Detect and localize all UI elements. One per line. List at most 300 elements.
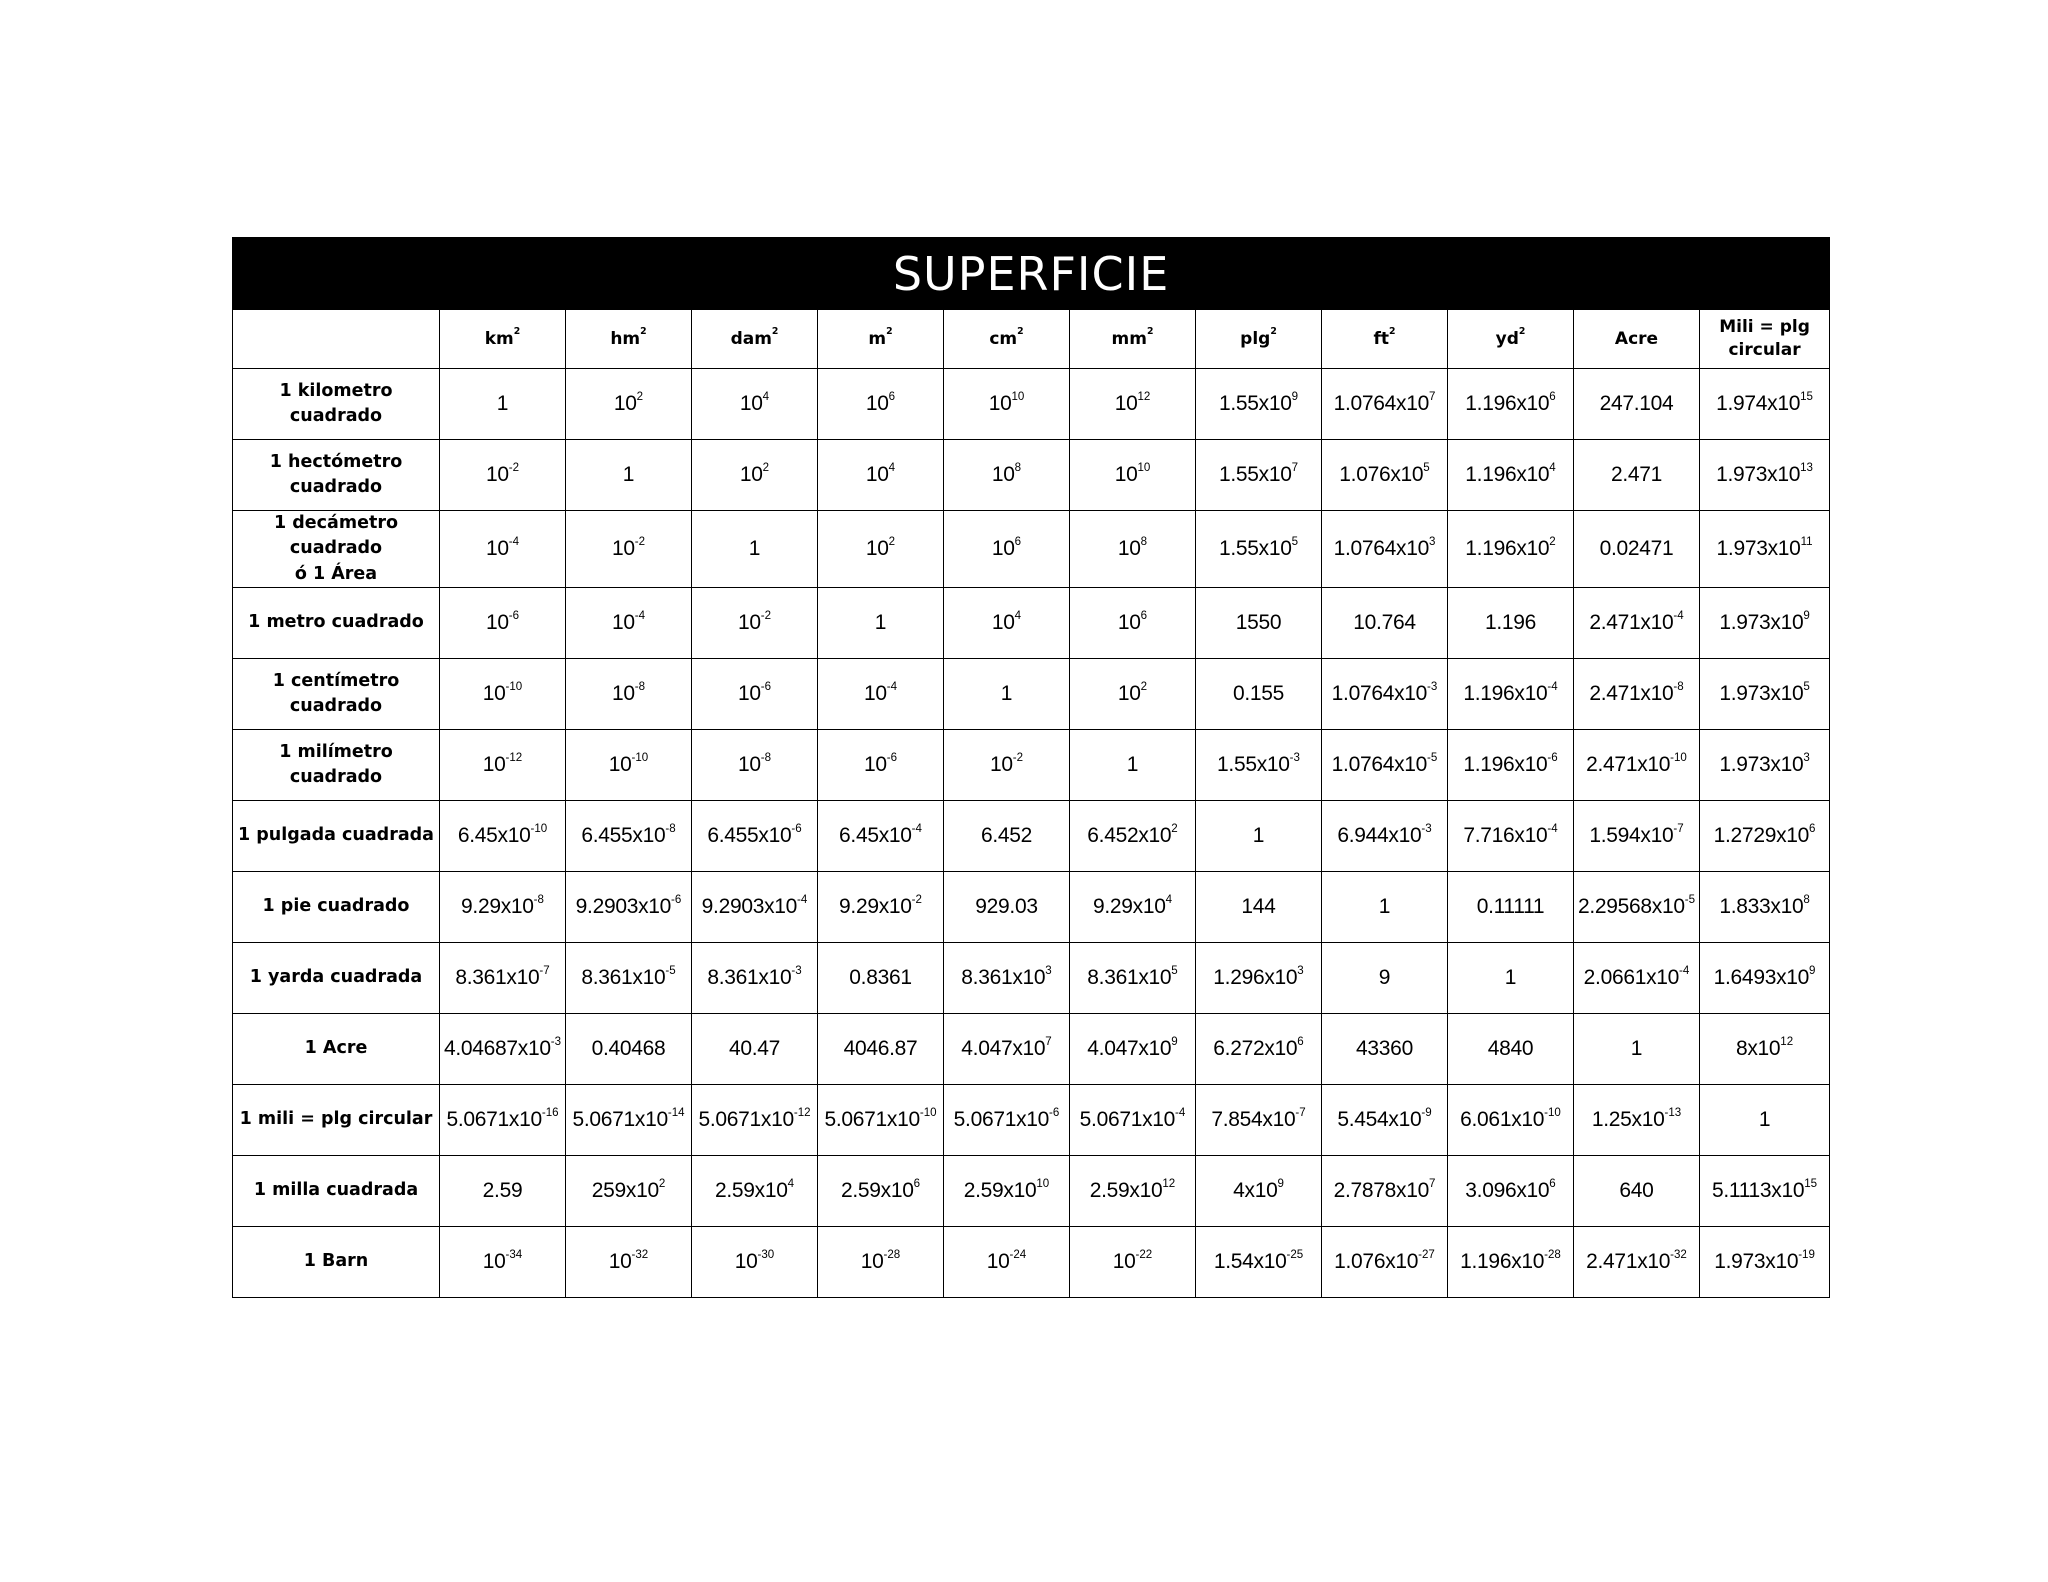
cell-mantissa: 2.59x10 (714, 1179, 788, 1203)
cell-mantissa: 10 (988, 392, 1012, 415)
table-cell (1322, 1227, 1448, 1298)
cell-mantissa: 1.55x10 (1218, 392, 1292, 415)
cell-exponent: 12 (1780, 1035, 1794, 1048)
cell-exponent: 15 (1800, 390, 1813, 403)
table-cell (566, 943, 692, 1014)
table-cell (1574, 872, 1700, 943)
cell-mantissa: 1 (874, 611, 887, 635)
cell-mantissa: 1.973x10 (1716, 537, 1801, 561)
table-cell (818, 1014, 944, 1085)
cell-mantissa: 1.0764x10 (1331, 682, 1428, 706)
column-header-unit: m (868, 328, 887, 349)
cell-mantissa: 10 (991, 463, 1015, 486)
cell-exponent: 2 (888, 535, 896, 548)
cell-exponent: -28 (1544, 1248, 1561, 1261)
table-cell (944, 659, 1070, 730)
cell-mantissa: 9 (1378, 966, 1391, 990)
table-cell (818, 440, 944, 511)
cell-mantissa: 0.40468 (591, 1037, 666, 1061)
table-cell (1700, 1014, 1830, 1085)
table-cell (1700, 369, 1830, 440)
cell-exponent: -10 (1544, 1106, 1561, 1119)
cell-mantissa: 2.471x10 (1586, 753, 1671, 777)
cell-mantissa: 10.764 (1353, 611, 1416, 635)
cell-mantissa: 1.55x10 (1218, 537, 1292, 561)
cell-exponent: 6 (1549, 1177, 1556, 1190)
cell-exponent: 5 (1423, 461, 1430, 474)
cell-exponent: 6 (1297, 1035, 1304, 1048)
cell-exponent: -32 (631, 1248, 649, 1261)
cell-mantissa: 10 (863, 682, 887, 706)
cell-mantissa: 640 (1619, 1179, 1654, 1203)
cell-mantissa: 5.0671x10 (698, 1108, 794, 1132)
column-header-exponent: 2 (771, 325, 779, 337)
table-cell (818, 369, 944, 440)
cell-mantissa: 10 (485, 611, 509, 635)
cell-mantissa: 10 (611, 611, 635, 635)
table-cell (1448, 588, 1574, 659)
cell-exponent: 4 (888, 461, 896, 474)
cell-mantissa: 1.196x10 (1465, 463, 1550, 486)
row-label: 1 milímetro cuadrado (233, 730, 440, 801)
row-label: 1 decámetro cuadrado ó 1 Área (233, 511, 440, 588)
column-header-exponent: 2 (1389, 325, 1396, 337)
table-cell (440, 943, 566, 1014)
cell-exponent: 6 (1140, 609, 1148, 622)
table-cell (818, 872, 944, 943)
cell-mantissa: 10 (989, 753, 1013, 777)
column-header-exponent: 2 (886, 325, 893, 337)
cell-exponent: 5 (1803, 680, 1810, 693)
cell-mantissa: 40.47 (728, 1037, 781, 1061)
cell-mantissa: 1.076x10 (1334, 1250, 1419, 1274)
cell-exponent: -6 (508, 609, 520, 622)
table-cell (1574, 801, 1700, 872)
table-cell (1070, 872, 1196, 943)
table-cell (818, 588, 944, 659)
cell-exponent: 3 (1803, 751, 1810, 764)
table-cell (1070, 1227, 1196, 1298)
cell-mantissa: 1 (1630, 1037, 1643, 1061)
cell-exponent: -19 (1798, 1248, 1815, 1261)
cell-mantissa: 10 (485, 463, 509, 486)
row-label: 1 yarda cuadrada (233, 943, 440, 1014)
cell-exponent: -5 (665, 964, 676, 977)
column-header (1448, 310, 1574, 369)
cell-mantissa: 4x10 (1233, 1179, 1278, 1203)
cell-exponent: -2 (1012, 751, 1024, 764)
table-cell (692, 588, 818, 659)
table-cell (1322, 440, 1448, 511)
column-header (566, 310, 692, 369)
title-row (233, 238, 1830, 310)
cell-mantissa: 4840 (1487, 1037, 1534, 1061)
column-header-unit: cm (989, 328, 1018, 349)
table-cell (1196, 730, 1322, 801)
row-label: 1 centímetro cuadrado (233, 659, 440, 730)
cell-mantissa: 6.272x10 (1213, 1037, 1298, 1061)
cell-mantissa: 1.973x10 (1716, 463, 1801, 486)
table-cell (692, 1156, 818, 1227)
table-cell (1700, 1227, 1830, 1298)
table-cell (1700, 511, 1830, 588)
table-cell (440, 1227, 566, 1298)
table-cell (1700, 1156, 1830, 1227)
cell-exponent: 9 (1277, 1177, 1284, 1190)
cell-mantissa: 7.854x10 (1211, 1108, 1296, 1132)
cell-mantissa: 259x10 (591, 1179, 659, 1203)
table-row (233, 872, 1830, 943)
cell-mantissa: 6.061x10 (1460, 1108, 1545, 1132)
table-cell (1070, 943, 1196, 1014)
cell-mantissa: 1 (1378, 895, 1391, 919)
cell-exponent: -3 (1421, 822, 1432, 835)
cell-mantissa: 10 (739, 463, 763, 486)
cell-exponent: -7 (539, 964, 550, 977)
cell-exponent: -16 (541, 1106, 559, 1119)
cell-mantissa: 8.361x10 (581, 966, 666, 990)
cell-mantissa: 6.455x10 (581, 824, 666, 848)
cell-mantissa: 1.0764x10 (1333, 537, 1429, 561)
table-cell (566, 511, 692, 588)
column-header (944, 310, 1070, 369)
cell-exponent: -2 (508, 461, 520, 474)
cell-mantissa: 10 (1117, 537, 1141, 561)
cell-mantissa: 2.471 (1610, 463, 1663, 486)
cell-mantissa: 1 (1504, 966, 1517, 990)
cell-mantissa: 1 (748, 537, 761, 561)
cell-mantissa: 5.1113x10 (1711, 1179, 1805, 1203)
cell-exponent: -4 (508, 535, 520, 548)
cell-mantissa: 8.361x10 (961, 966, 1046, 990)
cell-mantissa: 1.0764x10 (1333, 392, 1429, 415)
cell-mantissa: 1.54x10 (1213, 1250, 1287, 1274)
cell-mantissa: 10 (865, 392, 889, 415)
table-cell (1322, 1085, 1448, 1156)
cell-mantissa: 1.0764x10 (1331, 753, 1428, 777)
cell-exponent: -4 (1673, 609, 1684, 622)
cell-exponent: 6 (1809, 822, 1816, 835)
table-cell (1574, 440, 1700, 511)
cell-exponent: -7 (1673, 822, 1684, 835)
table-cell (692, 659, 818, 730)
cell-mantissa: 10 (482, 1250, 506, 1274)
cell-exponent: -9 (1421, 1106, 1432, 1119)
cell-exponent: 6 (1549, 390, 1556, 403)
cell-exponent: 8 (1803, 893, 1810, 906)
cell-exponent: -8 (533, 893, 544, 906)
cell-mantissa: 10 (611, 682, 635, 706)
cell-mantissa: 1.973x10 (1719, 682, 1804, 706)
cell-mantissa: 1.2729x10 (1713, 824, 1810, 848)
table-row (233, 659, 1830, 730)
cell-mantissa: 6.45x10 (839, 824, 912, 848)
cell-exponent: 2 (762, 461, 770, 474)
table-cell (440, 801, 566, 872)
cell-mantissa: 5.0671x10 (953, 1108, 1050, 1132)
cell-exponent: -2 (760, 609, 772, 622)
cell-exponent: -6 (760, 680, 772, 693)
cell-exponent: 13 (1800, 461, 1813, 474)
cell-mantissa: 2.59 (482, 1179, 523, 1203)
table-cell (1448, 872, 1574, 943)
column-header (1574, 310, 1700, 369)
cell-mantissa: 5.0671x10 (824, 1108, 920, 1132)
table-cell (1196, 872, 1322, 943)
table-cell (1322, 801, 1448, 872)
column-header (818, 310, 944, 369)
cell-exponent: 10 (1011, 390, 1025, 403)
cell-exponent: -3 (550, 1035, 562, 1048)
table-cell (566, 730, 692, 801)
table-cell (1574, 588, 1700, 659)
table-cell (944, 1014, 1070, 1085)
cell-mantissa: 10 (739, 392, 763, 415)
cell-mantissa: 2.471x10 (1586, 1250, 1671, 1274)
table-row (233, 1227, 1830, 1298)
cell-exponent: 7 (1291, 461, 1299, 474)
cell-mantissa: 2.59x10 (840, 1179, 914, 1203)
cell-mantissa: 1.196x10 (1463, 682, 1548, 706)
cell-mantissa: 2.471x10 (1589, 682, 1674, 706)
cell-mantissa: 8x10 (1735, 1037, 1781, 1061)
table-cell (566, 1227, 692, 1298)
table-cell (1322, 369, 1448, 440)
column-header (1070, 310, 1196, 369)
table-cell (1196, 1227, 1322, 1298)
cell-mantissa: 4.047x10 (961, 1037, 1046, 1061)
table-cell (440, 440, 566, 511)
table-cell (818, 1085, 944, 1156)
cell-mantissa: 6.452x10 (1087, 824, 1172, 848)
table-cell (692, 511, 818, 588)
cell-mantissa: 10 (613, 392, 637, 415)
cell-mantissa: 0.02471 (1599, 537, 1674, 561)
row-label: 1 kilometro cuadrado (233, 369, 440, 440)
cell-mantissa: 1550 (1235, 611, 1282, 635)
cell-exponent: -10 (530, 822, 548, 835)
cell-mantissa: 1.196x10 (1465, 537, 1550, 561)
cell-exponent: 7 (1428, 390, 1436, 403)
cell-mantissa: 2.0661x10 (1583, 966, 1680, 990)
table-cell (1574, 730, 1700, 801)
table-cell (818, 801, 944, 872)
cell-exponent: -5 (1427, 751, 1438, 764)
row-label: 1 pie cuadrado (233, 872, 440, 943)
cell-mantissa: 10 (1114, 463, 1138, 486)
table-cell (1448, 440, 1574, 511)
table-cell (1448, 730, 1574, 801)
table-cell (1196, 588, 1322, 659)
table-cell (944, 511, 1070, 588)
cell-exponent: -4 (1547, 822, 1558, 835)
table-cell (818, 659, 944, 730)
table-cell (1448, 943, 1574, 1014)
table-row (233, 511, 1830, 588)
column-header-exponent: 2 (1146, 325, 1154, 337)
cell-mantissa: 3.096x10 (1465, 1179, 1550, 1203)
table-row (233, 1085, 1830, 1156)
column-header-exponent: 2 (1017, 325, 1024, 337)
cell-mantissa: 1.974x10 (1716, 392, 1801, 415)
cell-mantissa: 4.047x10 (1087, 1037, 1172, 1061)
cell-mantissa: 5.0671x10 (572, 1108, 668, 1132)
table-cell (1196, 440, 1322, 511)
table-cell (944, 872, 1070, 943)
table-cell (1322, 588, 1448, 659)
table-cell (566, 1085, 692, 1156)
cell-exponent: -22 (1135, 1248, 1153, 1261)
cell-mantissa: 1.25x10 (1591, 1108, 1665, 1132)
cell-exponent: -7 (1295, 1106, 1306, 1119)
cell-exponent: 2 (658, 1177, 666, 1190)
cell-mantissa: 10 (991, 537, 1015, 561)
cell-mantissa: 5.0671x10 (446, 1108, 542, 1132)
cell-mantissa: 929.03 (975, 895, 1038, 919)
cell-mantissa: 7.716x10 (1463, 824, 1548, 848)
table-row (233, 730, 1830, 801)
cell-exponent: 4 (762, 390, 770, 403)
cell-exponent: -12 (793, 1106, 811, 1119)
table-cell (1574, 369, 1700, 440)
cell-exponent: 6 (913, 1177, 921, 1190)
column-header-unit: yd (1495, 328, 1519, 349)
table-row (233, 440, 1830, 511)
cell-mantissa: 10 (608, 753, 632, 777)
cell-exponent: -6 (1547, 751, 1558, 764)
column-header-exponent: 2 (1270, 325, 1277, 337)
table-cell (1700, 440, 1830, 511)
cell-mantissa: 10 (991, 611, 1015, 635)
table-cell (1700, 1085, 1830, 1156)
cell-exponent: 15 (1804, 1177, 1818, 1190)
table-cell (944, 1227, 1070, 1298)
table-cell (1070, 1085, 1196, 1156)
cell-mantissa: 5.0671x10 (1079, 1108, 1176, 1132)
cell-mantissa: 6.452 (980, 824, 1033, 848)
table-cell (440, 588, 566, 659)
cell-mantissa: 10 (734, 1250, 758, 1274)
cell-mantissa: 9.29x10 (839, 895, 912, 919)
column-header-unit: dam (730, 328, 772, 349)
cell-mantissa: 1.196x10 (1460, 1250, 1545, 1274)
cell-mantissa: 10 (865, 463, 889, 486)
cell-exponent: -3 (791, 964, 802, 977)
table-cell (440, 659, 566, 730)
cell-exponent: 7 (1428, 1177, 1436, 1190)
cell-exponent: -4 (1547, 680, 1558, 693)
column-header (1196, 310, 1322, 369)
table-cell (1322, 1156, 1448, 1227)
column-header-unit: Acre (1614, 328, 1659, 349)
cell-mantissa: 1.196x10 (1463, 753, 1548, 777)
cell-exponent: 8 (1014, 461, 1022, 474)
table-cell (1322, 511, 1448, 588)
cell-exponent: -32 (1670, 1248, 1687, 1261)
cell-exponent: 4 (1549, 461, 1556, 474)
table-cell (1322, 872, 1448, 943)
cell-exponent: -6 (671, 893, 682, 906)
cell-exponent: -4 (797, 893, 808, 906)
cell-exponent: 10 (1036, 1177, 1050, 1190)
cell-exponent: 6 (888, 390, 896, 403)
cell-exponent: -10 (505, 680, 523, 693)
table-cell (692, 1014, 818, 1085)
table-row (233, 1156, 1830, 1227)
cell-exponent: -4 (911, 822, 922, 835)
table-cell (1070, 440, 1196, 511)
cell-exponent: -4 (886, 680, 898, 693)
table-cell (1700, 730, 1830, 801)
cell-mantissa: 1.196 (1484, 611, 1537, 635)
table-cell (440, 1085, 566, 1156)
cell-mantissa: 144 (1241, 895, 1276, 919)
cell-mantissa: 10 (865, 537, 889, 561)
cell-mantissa: 1.296x10 (1213, 966, 1298, 990)
table-cell (1070, 588, 1196, 659)
table-cell (566, 1014, 692, 1085)
cell-exponent: -8 (634, 680, 646, 693)
table-cell (440, 1014, 566, 1085)
cell-mantissa: 9.2903x10 (701, 895, 798, 919)
cell-mantissa: 10 (482, 682, 506, 706)
cell-mantissa: 8.361x10 (707, 966, 792, 990)
table-cell (440, 511, 566, 588)
column-header-exponent: 2 (513, 325, 521, 337)
table-cell (944, 730, 1070, 801)
cell-exponent: 8 (1140, 535, 1148, 548)
cell-exponent: -25 (1286, 1248, 1304, 1261)
cell-exponent: 9 (1803, 609, 1810, 622)
cell-exponent: -30 (757, 1248, 775, 1261)
cell-mantissa: 10 (737, 682, 761, 706)
table-cell (566, 872, 692, 943)
table-cell (818, 730, 944, 801)
row-label: 1 milla cuadrada (233, 1156, 440, 1227)
table-cell (1448, 1227, 1574, 1298)
table-cell (944, 440, 1070, 511)
cell-exponent: -2 (911, 893, 922, 906)
cell-exponent: 4 (1165, 893, 1173, 906)
cell-mantissa: 2.471x10 (1589, 611, 1674, 635)
cell-exponent: -8 (1673, 680, 1684, 693)
cell-exponent: 5 (1291, 535, 1299, 548)
column-header-unit: ft (1373, 328, 1389, 349)
table-cell (1574, 1227, 1700, 1298)
cell-exponent: -24 (1009, 1248, 1027, 1261)
cell-mantissa: 8.361x10 (455, 966, 540, 990)
table-row (233, 943, 1830, 1014)
cell-mantissa: 4046.87 (843, 1037, 918, 1061)
table-cell (1196, 511, 1322, 588)
table-cell (1322, 730, 1448, 801)
table-cell (1196, 659, 1322, 730)
table-cell (944, 369, 1070, 440)
cell-exponent: 6 (1014, 535, 1022, 548)
cell-mantissa: 1 (1252, 824, 1265, 848)
cell-mantissa: 9.2903x10 (575, 895, 672, 919)
cell-mantissa: 1.196x10 (1465, 392, 1550, 415)
cell-mantissa: 1 (1758, 1108, 1771, 1132)
cell-mantissa: 9.29x10 (1092, 895, 1166, 919)
table-title: SUPERFICIE (233, 238, 1830, 310)
cell-exponent: -3 (1427, 680, 1438, 693)
cell-mantissa: 10 (986, 1250, 1010, 1274)
cell-mantissa: 10 (1114, 392, 1138, 415)
cell-exponent: 7 (1045, 1035, 1052, 1048)
table-cell (692, 1085, 818, 1156)
table-cell (566, 659, 692, 730)
